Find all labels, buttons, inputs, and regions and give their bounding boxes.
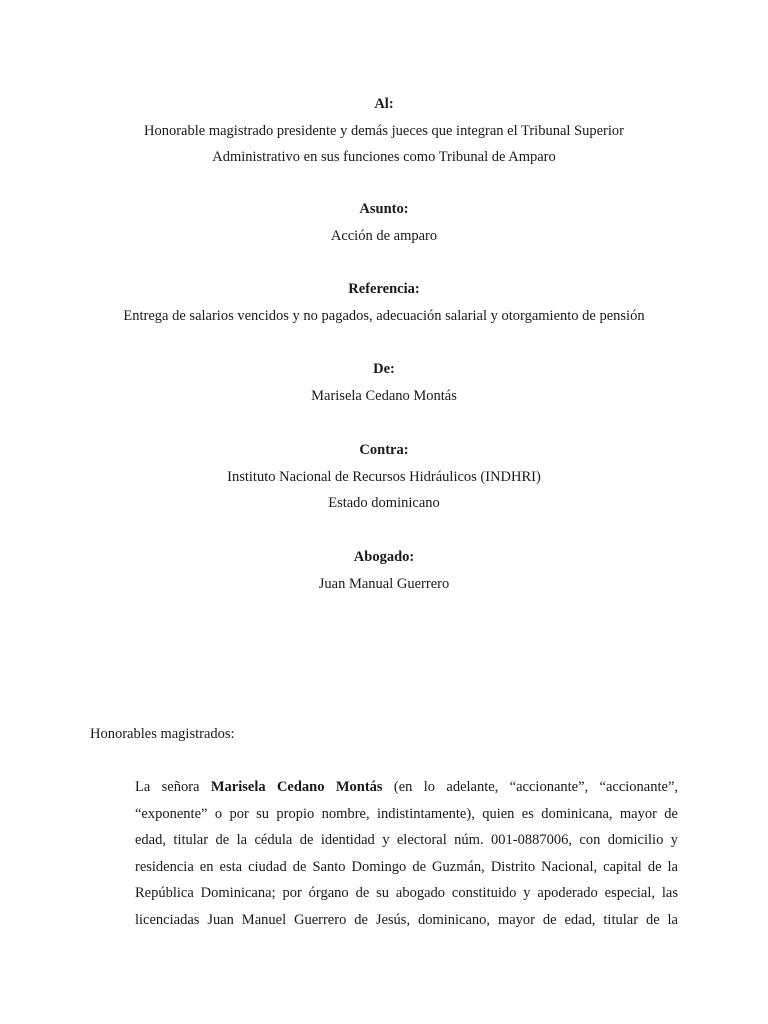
al-line-2: Administrativo en sus funciones como Tribunal de Amparo [212, 149, 556, 165]
contra-line-2: Estado dominicano [328, 495, 440, 511]
contra-label: Contra: [359, 442, 409, 458]
body-line-6: licenciadas Juan Manuel Guerrero de Jesús, dominicano, mayor de edad, titular de la [135, 911, 678, 928]
body-paragraph [135, 774, 678, 934]
al-label: Al: [374, 96, 394, 112]
body-line-2: “exponente” o por su propio nombre, indistintamente), quien es dominicana, mayor de [135, 805, 678, 822]
section-abogado [60, 544, 708, 597]
contra-line-1: Instituto Nacional de Recursos Hidráulicos (INDHRI) [227, 468, 541, 485]
de-label: De: [373, 361, 395, 377]
body-line-5: República Dominicana; por órgano de su abogado constituido y apoderado especial, las [135, 885, 678, 902]
referencia-line-1: Entrega de salarios vencidos y no pagados, adecuación salarial y otorgamiento de pensión [123, 307, 645, 324]
abogado-line-1: Juan Manual Guerrero [318, 575, 450, 592]
body-line-1 [135, 774, 678, 801]
salutation: Honorables magistrados: [90, 726, 235, 742]
section-referencia [60, 276, 708, 329]
body-line-1-pre: La señora [135, 779, 211, 795]
de-line-1: Marisela Cedano Montás [311, 387, 457, 404]
body-line-4: residencia en esta ciudad de Santo Domingo de Guzmán, Distrito Nacional, capital de la [135, 858, 678, 875]
body-line-3: edad, titular de la cédula de identidad y electoral núm. 001-0887006, con domicilio y [135, 832, 678, 849]
plaintiff-name: Marisela Cedano Montás [210, 779, 383, 795]
asunto-label: Asunto: [359, 201, 409, 217]
asunto-line-1: Acción de amparo [330, 227, 438, 244]
abogado-label: Abogado: [353, 549, 415, 565]
al-line-1: Honorable magistrado presidente y demás jueces que integran el Tribunal Superior [144, 122, 624, 139]
section-asunto [60, 196, 708, 249]
referencia-label: Referencia: [348, 281, 420, 297]
section-contra [60, 437, 708, 517]
section-de [60, 356, 708, 409]
body-line-1-post: (en lo adelante, “accionante”, “accionante”, [382, 779, 678, 795]
section-al [60, 91, 708, 171]
